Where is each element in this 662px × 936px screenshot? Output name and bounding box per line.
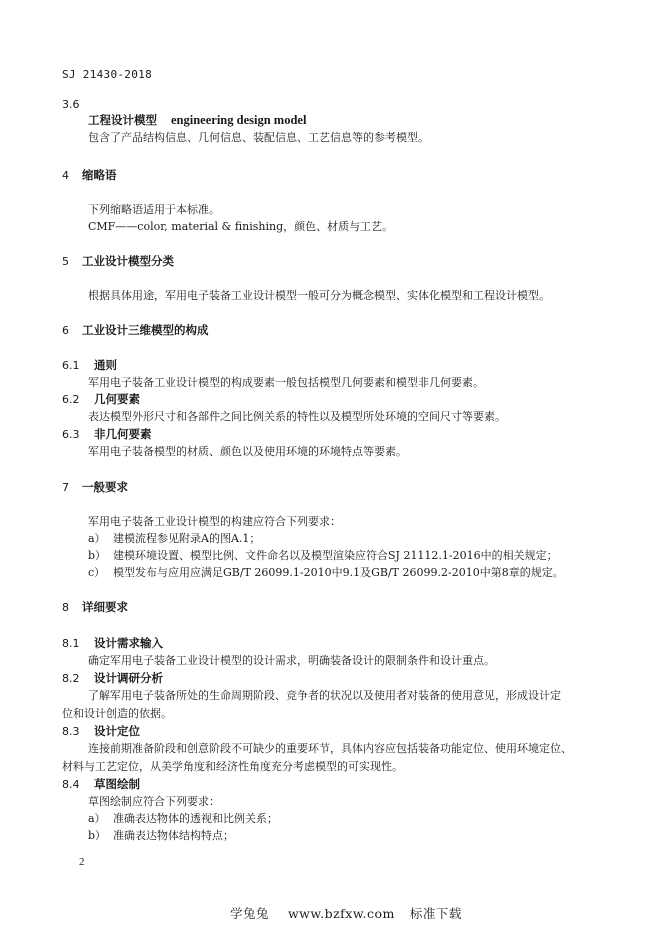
section-7-number: 7 [62,481,69,494]
section-7-intro: 军用电子装备工业设计模型的构建应符合下列要求： [88,515,341,528]
section-8-3-text-line-2: 材料与工艺定位，从美学角度和经济性角度充分考虑模型的可实现性。 [62,760,403,773]
section-4-item: CMF——color, material & finishing，颜色、材质与工艺。 [88,220,394,233]
section-6-3-number: 6.3 [62,428,80,441]
section-8-1-number: 8.1 [62,637,80,650]
list-item-marker: a） [88,812,106,825]
section-6-1-number: 6.1 [62,359,80,372]
section-6-1-title: 通则 [94,358,117,372]
section-8-number: 8 [62,601,69,614]
document-number: SJ 21430-2018 [62,68,152,81]
section-8-3-text-line-1: 连接前期准备阶段和创意阶段不可缺少的重要环节，具体内容应包括装备功能定位、使用环境定位、 [88,742,572,755]
page-number: 2 [79,856,85,868]
section-6-3-title: 非几何要素 [94,427,152,441]
section-6-2-text: 表达模型外形尺寸和各部件之间比例关系的特性以及模型所处环境的空间尺寸等要素。 [88,410,506,423]
section-7-title: 一般要求 [82,480,128,494]
section-8-4-title: 草图绘制 [94,777,140,791]
section-8-4-number: 8.4 [62,778,80,791]
section-8-1-text: 确定军用电子装备工业设计模型的设计需求，明确装备设计的限制条件和设计重点。 [88,654,495,667]
section-4-number: 4 [62,169,69,182]
section-6-2-number: 6.2 [62,393,80,406]
section-8-4-intro: 草图绘制应符合下列要求： [88,795,220,808]
list-item-text: 建模流程参见附录A的图A.1； [113,532,261,545]
section-4-title: 缩略语 [82,168,117,182]
list-item-text: 准确表达物体结构特点； [113,829,234,842]
list-item-text: 准确表达物体的透视和比例关系； [113,812,278,825]
list-item-marker: c） [88,566,106,579]
section-6-3-text: 军用电子装备模型的材质、颜色以及使用环境的环境特点等要素。 [88,445,407,458]
section-8-2-number: 8.2 [62,672,80,685]
section-5-text: 根据具体用途，军用电子装备工业设计模型一般可分为概念模型、实体化模型和工程设计模型。 [88,289,550,302]
section-4-intro: 下列缩略语适用于本标准。 [88,203,220,216]
section-6-number: 6 [62,324,69,337]
section-8-title: 详细要求 [82,600,128,614]
footer-site-name: 学兔兔 [230,906,270,921]
list-item-marker: b） [88,549,107,562]
section-8-1-title: 设计需求输入 [94,636,163,650]
section-8-2-text-line-1: 了解军用电子装备所处的生命周期阶段、竞争者的状况以及使用者对装备的使用意见，形成设计定 [88,689,561,702]
section-5-number: 5 [62,255,69,268]
footer-watermark [230,908,462,921]
section-6-2-title: 几何要素 [94,392,140,406]
section-8-2-text-line-2: 位和设计创造的依据。 [62,707,172,720]
section-3-6-number: 3.6 [62,98,80,111]
section-6-1-text: 军用电子装备工业设计模型的构成要素一般包括模型几何要素和模型非几何要素。 [88,376,484,389]
footer-url[interactable]: www.bzfxw.com [287,906,395,921]
section-8-3-title: 设计定位 [94,724,140,738]
section-3-6-title-cn: 工程设计模型 [88,113,157,127]
list-item-marker: b） [88,829,107,842]
section-3-6-text: 包含了产品结构信息、几何信息、装配信息、工艺信息等的参考模型。 [88,131,429,144]
section-8-2-title: 设计调研分析 [94,671,163,685]
list-item-marker: a） [88,532,106,545]
list-item-text: 建模环境设置、模型比例、文件命名以及模型渲染应符合SJ 21112.1-2016中的相关规定； [113,549,558,562]
section-8-3-number: 8.3 [62,725,80,738]
section-5-title: 工业设计模型分类 [82,254,174,268]
footer-tagline: 标准下载 [409,906,462,921]
section-3-6-title-en: engineering design model [171,113,307,127]
section-6-title: 工业设计三维模型的构成 [82,323,209,337]
list-item-text: 模型发布与应用应满足GB/T 26099.1-2010中9.1及GB/T 26099.2-2010中第8章的规定。 [113,566,564,579]
